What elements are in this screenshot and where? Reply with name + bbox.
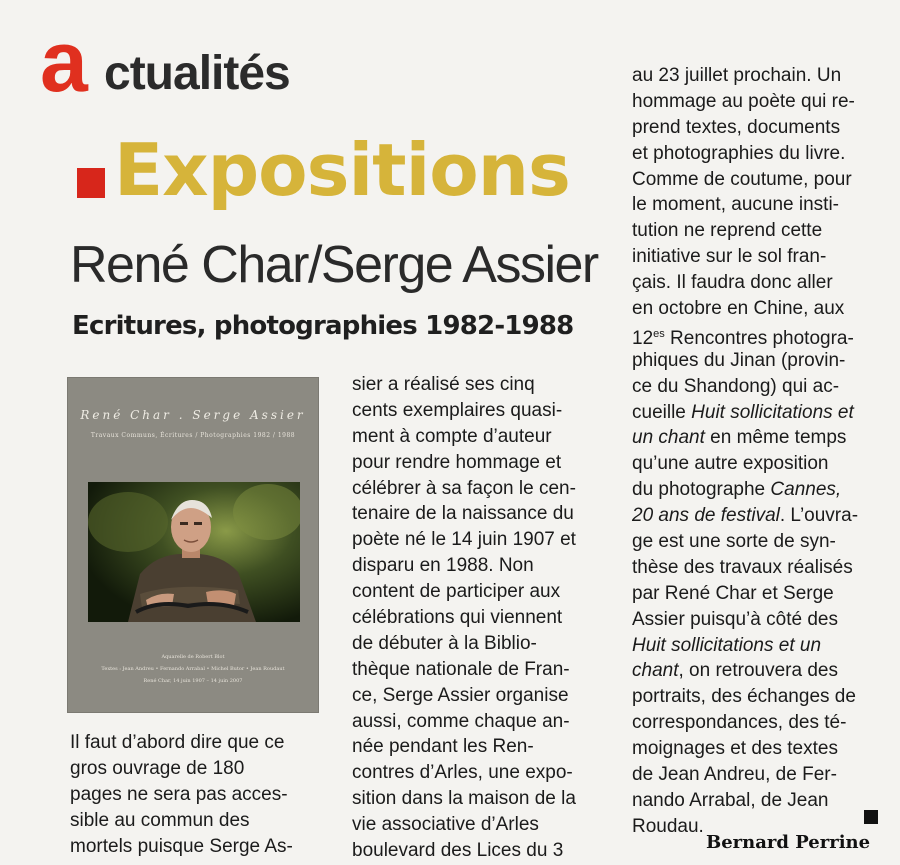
article-headline: René Char/Serge Assier	[70, 236, 598, 294]
text-line: sier a réalisé ses cinq	[352, 374, 535, 395]
cover-subtitle: Travaux Communs, Écritures / Photographies 1982 / 1988	[90, 432, 296, 439]
text-line: qu’une autre exposition	[632, 453, 829, 475]
text-line: célébrations qui viennent	[352, 607, 563, 629]
section-title: Expositions	[114, 128, 570, 212]
superscript: es	[653, 327, 665, 340]
text-line: de débuter à la Biblio-	[352, 632, 537, 654]
text-line: en octobre en Chine, aux	[632, 298, 845, 320]
portrait-illustration	[88, 482, 300, 622]
text-fragment: du photographe	[632, 479, 771, 501]
article-column-3	[632, 63, 894, 840]
cover-dates: René Char, 14 juin 1907 – 14 juin 2007	[143, 678, 243, 684]
text-line: par René Char et Serge	[632, 582, 834, 604]
text-line: née pendant les Ren-	[352, 736, 534, 758]
rubric-logo	[40, 14, 340, 110]
text-line: Il faut d’abord dire que ce	[70, 732, 285, 753]
text-fragment: . L’ouvra-	[779, 505, 859, 527]
text-line: pour rendre hommage et	[352, 451, 562, 473]
text-line	[632, 503, 894, 529]
end-of-article-square	[864, 810, 878, 824]
text-line: au 23 juillet prochain. Un	[632, 65, 842, 86]
text-line: poète né le 14 juin 1907 et	[352, 529, 576, 551]
text-line: ce, Serge Assier organise	[352, 684, 569, 706]
cover-contributors: Textes : Jean Andreu • Fernando Arrabal • Michel Butor • Jean Roudaut	[101, 666, 285, 672]
text-line	[632, 400, 894, 426]
text-line: tution ne reprend cette	[632, 220, 823, 242]
text-fragment: Rencontres photogra-	[664, 327, 854, 349]
text-line: et photographies du livre.	[632, 142, 846, 164]
text-line: gros ouvrage de 180	[70, 757, 245, 779]
text-line: disparu en 1988. Non	[352, 555, 534, 577]
text-line: hommage au poète qui re-	[632, 90, 855, 112]
text-line: thèse des travaux réalisés	[632, 556, 853, 578]
italic-title: Huit sollicitations et	[691, 401, 854, 423]
text-line: aussi, comme chaque an-	[352, 710, 570, 732]
cover-credit: Aquarelle de Robert Blot	[161, 654, 225, 660]
portrait-photo	[88, 482, 300, 622]
text-line	[632, 322, 894, 348]
rubric-text: ctualités	[104, 47, 290, 100]
text-line: correspondances, des té-	[632, 712, 847, 734]
italic-title: chant	[632, 660, 679, 682]
text-line: initiative sur le sol fran-	[632, 246, 827, 268]
text-line: sible au commun des	[70, 809, 250, 831]
text-line: pages ne sera pas acces-	[70, 783, 288, 805]
text-line: prend textes, documents	[632, 116, 841, 138]
text-line	[632, 477, 894, 503]
text-fragment: cueille	[632, 401, 692, 423]
section-marker-square	[77, 168, 105, 198]
text-line: Comme de coutume, pour	[632, 168, 852, 190]
article-subhead: Ecritures, photographies 1982-1988	[72, 311, 574, 341]
text-line: moignages et des textes	[632, 738, 838, 760]
text-line: phiques du Jinan (provin-	[632, 349, 846, 371]
text-line: Roudau.	[632, 815, 704, 837]
text-line: sition dans la maison de la	[352, 788, 576, 810]
text-line: célébrer à sa façon le cen-	[352, 477, 576, 499]
text-line: nando Arrabal, de Jean	[632, 789, 829, 811]
italic-title: 20 ans de festival	[632, 505, 780, 527]
text-line: contres d’Arles, une expo-	[352, 762, 573, 784]
text-line: de Jean Andreu, de Fer-	[632, 764, 837, 786]
text-line: mortels puisque Serge As-	[70, 835, 293, 857]
text-line: content de participer aux	[352, 581, 561, 603]
book-cover-image	[68, 378, 318, 712]
text-line: ce du Shandong) qui ac-	[632, 375, 840, 397]
text-fragment: en même temps	[704, 427, 847, 449]
text-line: thèque nationale de Fran-	[352, 658, 570, 680]
text-line: ge est une sorte de syn-	[632, 531, 836, 553]
italic-title: un chant	[632, 427, 705, 449]
text-line	[632, 633, 894, 659]
article-column-1	[70, 730, 330, 859]
text-line: tenaire de la naissance du	[352, 503, 574, 525]
italic-title: Cannes,	[770, 479, 842, 501]
text-line: Assier puisqu’à côté des	[632, 608, 838, 630]
article-column-2	[352, 372, 612, 864]
text-line	[632, 425, 894, 451]
text-line: ment à compte d’auteur	[352, 425, 552, 447]
text-line	[632, 658, 894, 684]
text-line: cents exemplaires quasi-	[352, 399, 563, 421]
rubric-first-letter: a	[40, 14, 86, 110]
text-line: portraits, des échanges de	[632, 686, 856, 708]
text-fragment: , on retrouvera des	[678, 660, 838, 682]
text-fragment: 12	[632, 327, 654, 349]
text-line: vie associative d’Arles	[352, 814, 539, 836]
article-author: Bernard Perrine	[706, 832, 871, 853]
text-line: le moment, aucune insti-	[632, 194, 839, 216]
italic-title: Huit sollicitations et un	[632, 634, 822, 656]
text-line: boulevard des Lices du 3	[352, 840, 564, 862]
text-line: çais. Il faudra donc aller	[632, 272, 833, 294]
cover-title: René Char . Serge Assier	[80, 408, 306, 422]
